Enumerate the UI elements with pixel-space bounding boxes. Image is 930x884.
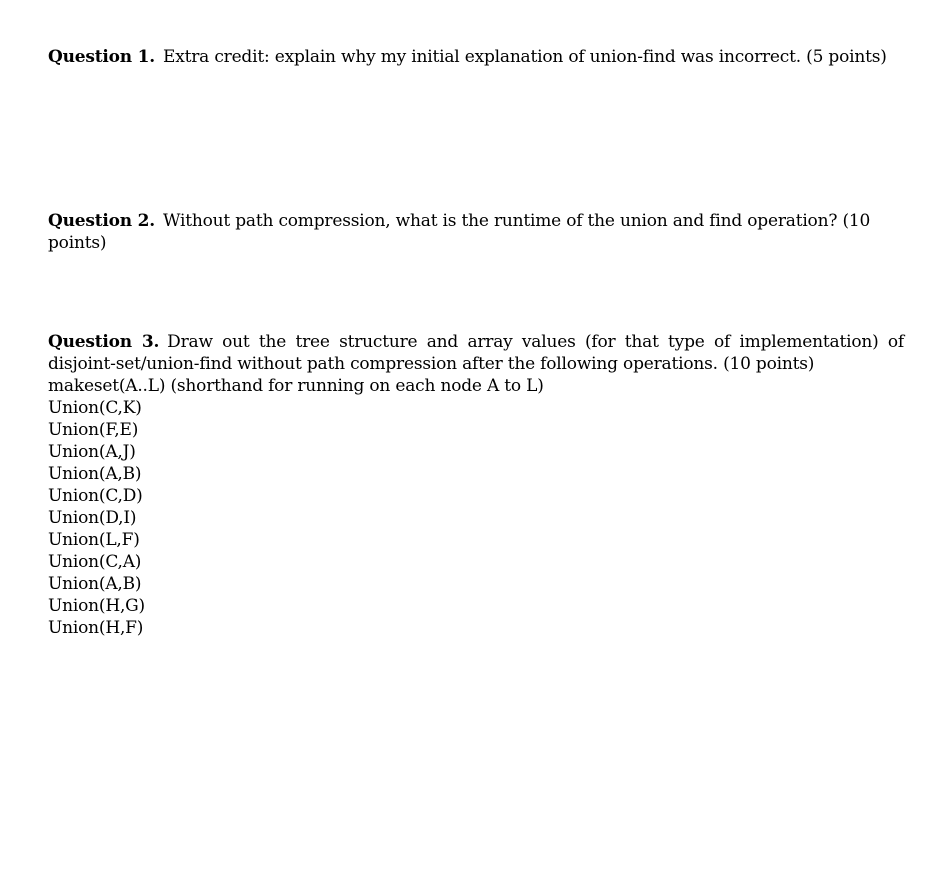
question-3-text: Draw out the tree structure and array values (for that type of implementation) of disjoint-set/union-find without path compression after the following operations. (10 points) (48, 332, 905, 374)
operation-item: Union(C,K) (48, 398, 142, 418)
question-3 (48, 331, 904, 639)
operation-item: Union(D,I) (48, 508, 137, 528)
question-1-text: Extra credit: explain why my initial explanation of union-find was incorrect. (5 points) (163, 47, 887, 67)
operation-item: Union(A,B) (48, 464, 142, 484)
operation-item: Union(H,G) (48, 596, 145, 616)
operations-list (48, 375, 904, 639)
operation-item: Union(C,D) (48, 486, 143, 506)
question-2-label: Question 2. (48, 211, 156, 231)
operation-item: Union(H,F) (48, 618, 144, 638)
operation-item: makeset(A..L) (shorthand for running on each node A to L) (48, 376, 544, 396)
question-3-label: Question 3. (48, 332, 160, 352)
question-3-prompt (48, 331, 904, 375)
operation-item: Union(L,F) (48, 530, 140, 550)
question-2 (48, 210, 904, 254)
operation-item: Union(C,A) (48, 552, 142, 572)
operation-item: Union(F,E) (48, 420, 139, 440)
question-2-text: Without path compression, what is the runtime of the union and find operation? (10 points) (48, 211, 871, 253)
question-1 (48, 46, 904, 68)
question-1-label: Question 1. (48, 47, 156, 67)
operation-item: Union(A,J) (48, 442, 136, 462)
operation-item: Union(A,B) (48, 574, 142, 594)
